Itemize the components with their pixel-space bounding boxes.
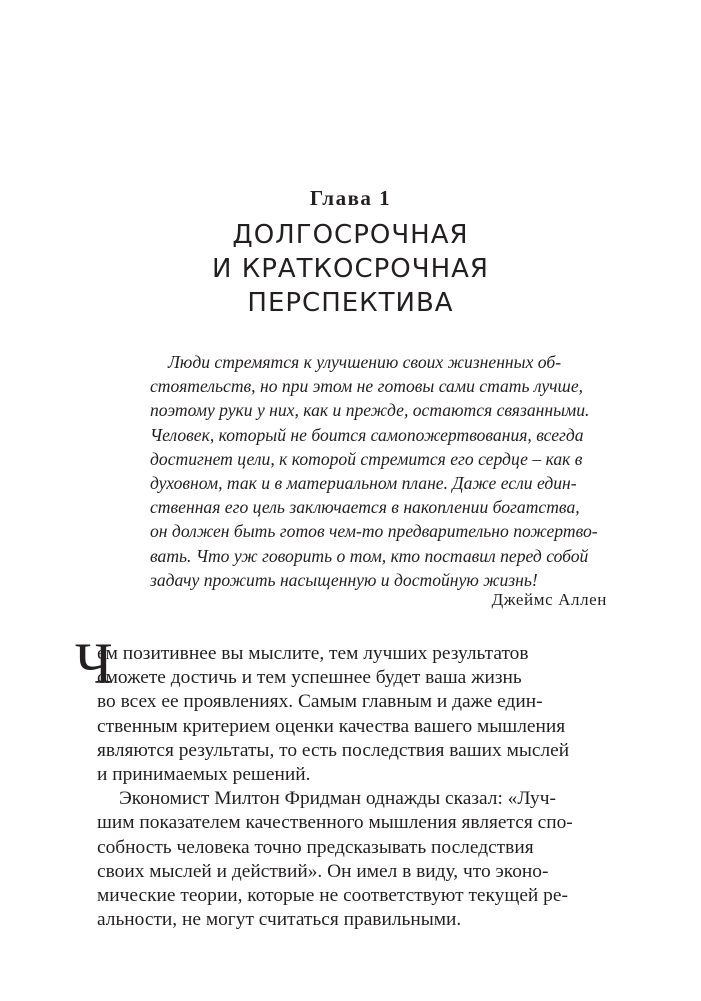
chapter-title-line: ПЕРСПЕКТИВА: [247, 288, 454, 318]
paragraph: [75, 631, 607, 787]
body-line: сможете достичь и тем успешнее будет ваша жизнь: [97, 667, 522, 689]
body-line: мические теории, которые не соответствуют текущей ре-: [97, 885, 568, 907]
body-line: Экономист Милтон Фридман однажды сказал: «Луч-: [119, 788, 556, 810]
body-line: своих мыслей и действий». Он имел в виду, что эконо-: [97, 860, 549, 882]
body-line: шим показателем качественного мышления является спо-: [97, 812, 573, 834]
epigraph-author: Джеймс Аллен: [491, 590, 607, 609]
body-line: во всех ее проявлениях. Самым главным и даже един-: [97, 691, 543, 713]
chapter-title-line: ДОЛГОСРОЧНАЯ: [232, 220, 469, 250]
epigraph-line: достигнет цели, к которой стремится его сердце – как в: [150, 448, 583, 469]
body-line: собность человека точно предсказывать последствия: [97, 836, 534, 858]
epigraph: [150, 350, 606, 592]
body-line: альности, не могут считаться правильными.: [97, 909, 462, 931]
epigraph-line: вать. Что уж говорить о том, кто поставил перед собой: [150, 545, 589, 566]
drop-cap: Ч: [75, 631, 113, 696]
paragraph: [97, 787, 607, 932]
chapter-label: Глава 1: [309, 186, 392, 210]
chapter-title-line: И КРАТКОСРОЧНАЯ: [212, 254, 489, 284]
epigraph-line: Люди стремятся к улучшению своих жизненных об-: [168, 352, 562, 372]
body-text: [75, 631, 607, 932]
epigraph-line: Человек, который не боится самопожертвования, всегда: [150, 424, 584, 445]
body-line: являются результаты, то есть последствия ваших мыслей: [97, 739, 570, 761]
epigraph-line: ственная его цель заключается в накоплении богатства,: [150, 497, 580, 518]
epigraph-line: он должен быть готов чем-то предварительно пожертво-: [150, 521, 598, 542]
body-line: ем позитивнее вы мыслите, тем лучших результатов: [97, 643, 529, 664]
epigraph-line: задачу прожить насыщенную и достойную жизнь!: [150, 569, 538, 590]
body-line: и принимаемых решений.: [97, 764, 311, 786]
body-line: ственным критерием оценки качества вашего мышления: [97, 715, 566, 737]
epigraph-line: поэтому руки у них, как и прежде, остаются связанными.: [150, 400, 590, 421]
epigraph-line: стоятельств, но при этом не готовы сами стать лучше,: [150, 376, 584, 397]
epigraph-line: духовном, так и в материальном плане. Даже если един-: [150, 473, 577, 494]
chapter-title: [0, 218, 701, 320]
